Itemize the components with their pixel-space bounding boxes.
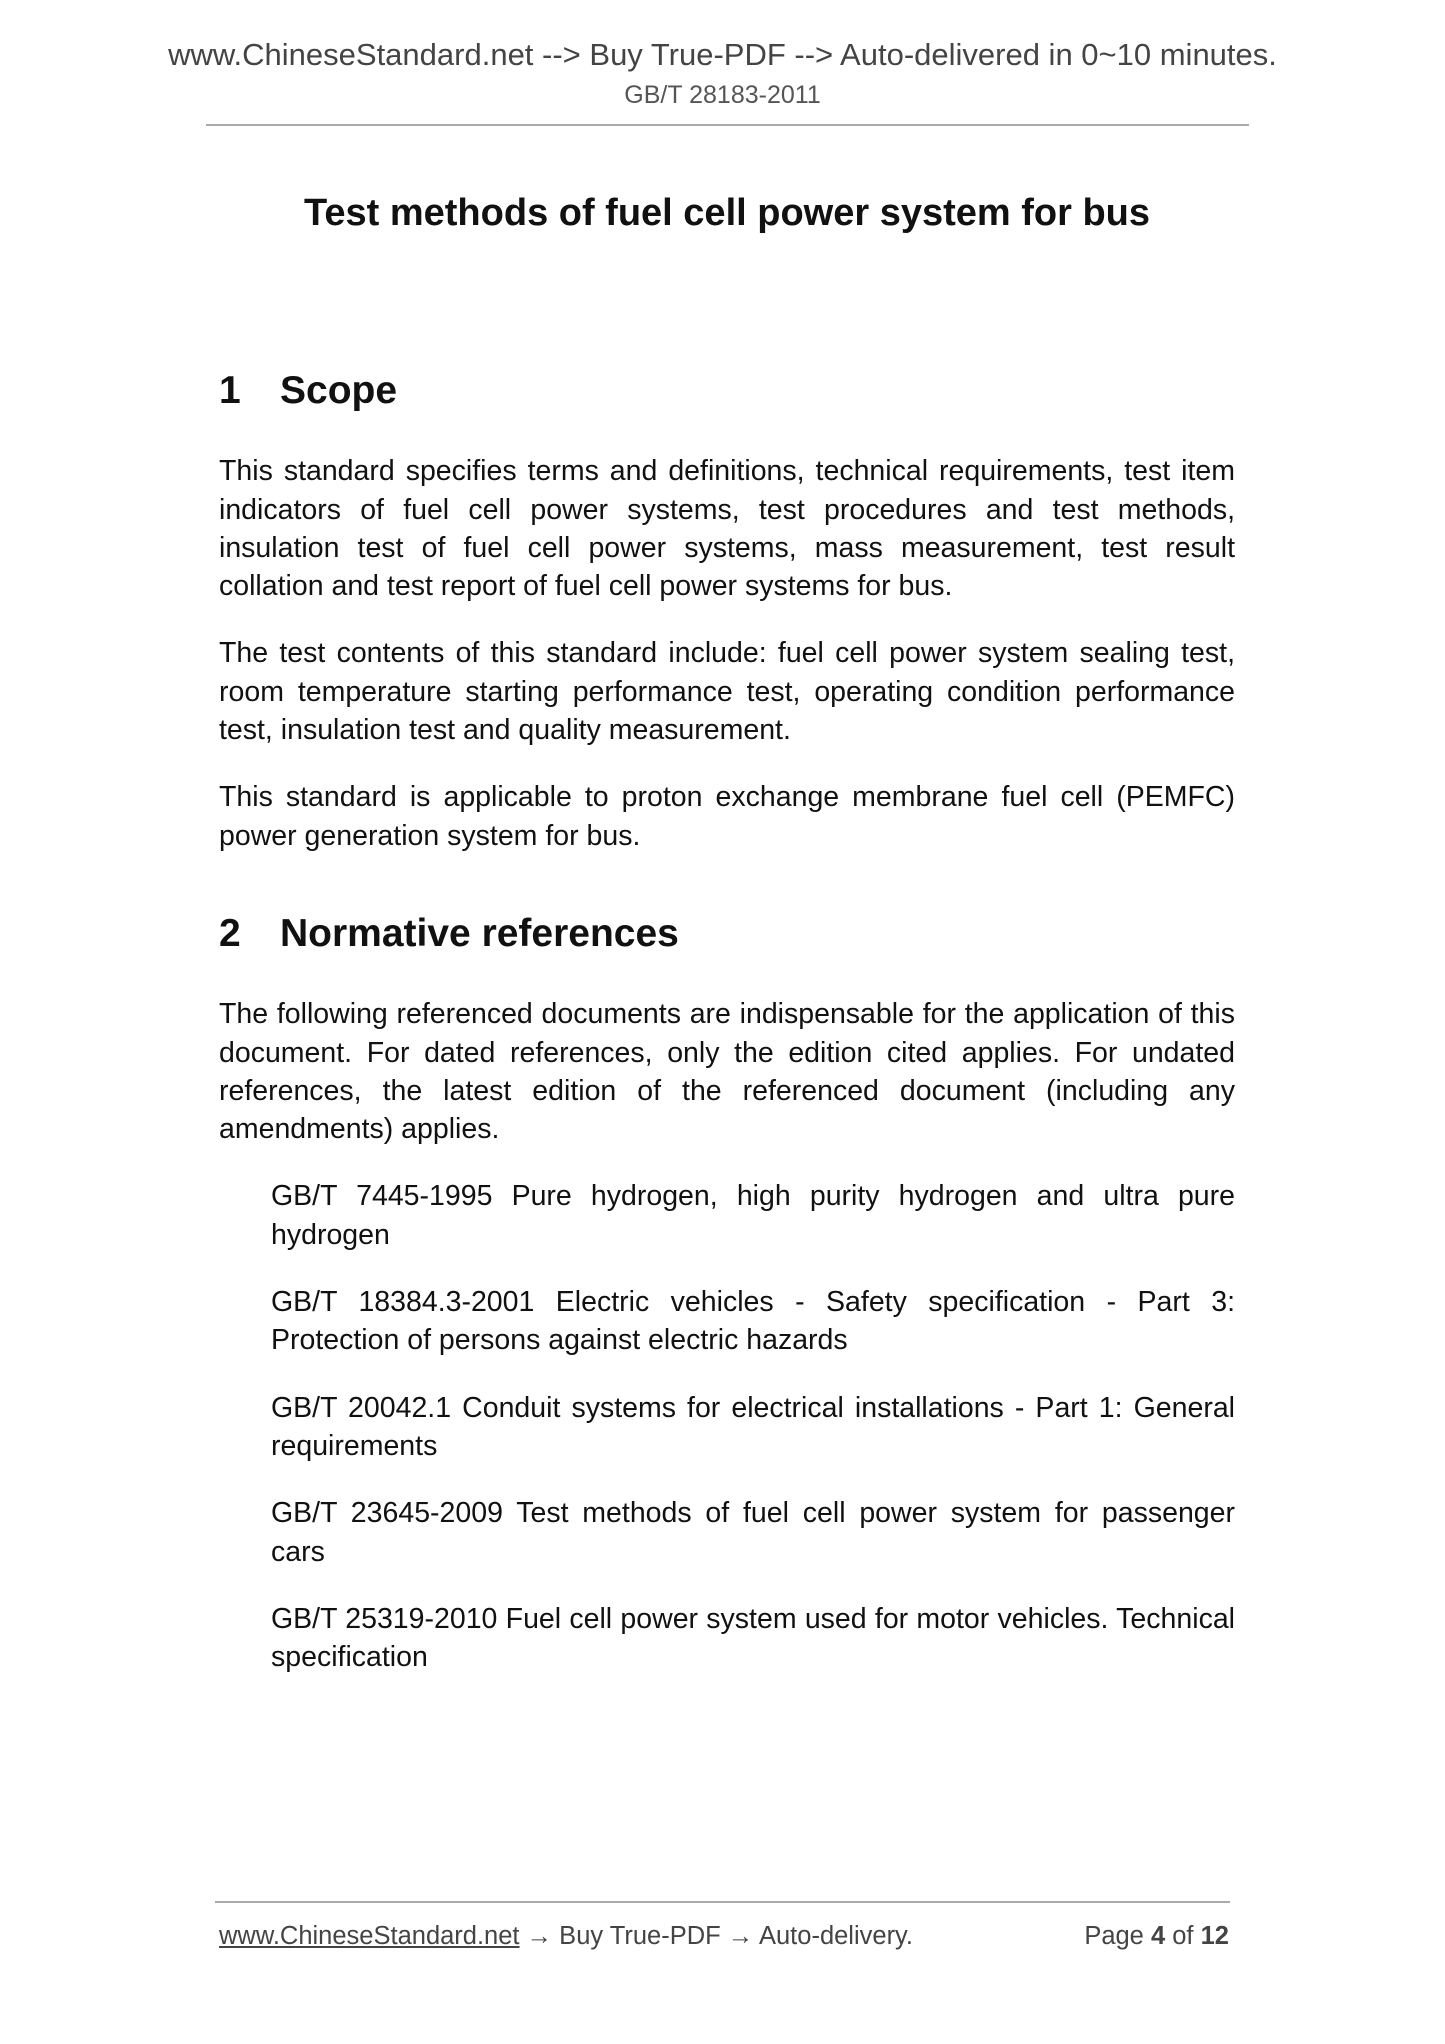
paragraph: This standard specifies terms and definitions, technical requirements, test item indicators of fuel cell power systems, test procedures and test methods, insulation test of fuel cell power systems, mass measurement, test result collation and test report of fuel cell power systems for bus.	[219, 455, 1235, 603]
paragraph: The test contents of this standard include: fuel cell power system sealing test, room temperature starting performance test, operating condition performance test, insulation test and quality measurement.	[219, 637, 1235, 747]
reference-item: GB/T 23645-2009 Test methods of fuel cell power system for passenger cars	[271, 1497, 1235, 1568]
section-title: Normative references	[280, 912, 679, 955]
footer-divider	[215, 1901, 1230, 1903]
reference-item: GB/T 18384.3-2001 Electric vehicles - Safety specification - Part 3: Protection of persons against electric hazards	[271, 1286, 1235, 1357]
section-number: 2	[219, 912, 241, 955]
section-number: 1	[219, 369, 241, 412]
footer-left	[219, 1922, 913, 1951]
page-label: Page	[1084, 1922, 1144, 1950]
section-heading	[219, 912, 1235, 955]
of-label: of	[1172, 1922, 1194, 1950]
section-normative-references	[219, 912, 1235, 1705]
paragraph: This standard is applicable to proton exchange membrane fuel cell (PEMFC) power generation system for bus.	[219, 781, 1235, 852]
section-heading	[219, 369, 1235, 412]
footer-link[interactable]: www.ChineseStandard.net	[219, 1922, 520, 1950]
section-title: Scope	[280, 369, 398, 412]
header-standard-number: GB/T 28183-2011	[624, 81, 821, 109]
header-divider	[206, 124, 1249, 126]
footer	[219, 1922, 1229, 1951]
paragraph: The following referenced documents are indispensable for the application of this document. For dated references, only the edition cited applies. For undated references, the latest edition of the referenced document (including any amendments) applies.	[219, 998, 1235, 1146]
reference-item: GB/T 7445-1995 Pure hydrogen, high purity hydrogen and ultra pure hydrogen	[271, 1180, 1235, 1251]
reference-item: GB/T 25319-2010 Fuel cell power system used for motor vehicles. Technical specification	[271, 1602, 1235, 1674]
reference-item: GB/T 20042.1 Conduit systems for electrical installations - Part 1: General requirements	[271, 1391, 1235, 1462]
page-number: 4	[1150, 1922, 1166, 1950]
document-title: Test methods of fuel cell power system for bus	[303, 192, 1151, 234]
page-total: 12	[1200, 1922, 1229, 1950]
header-banner: www.ChineseStandard.net --> Buy True-PDF --> Auto-delivered in 0~10 minutes.	[168, 37, 1277, 72]
footer-text: → Buy True-PDF → Auto-delivery.	[519, 1922, 913, 1950]
page-indicator	[1084, 1922, 1229, 1951]
section-scope	[219, 369, 1235, 884]
